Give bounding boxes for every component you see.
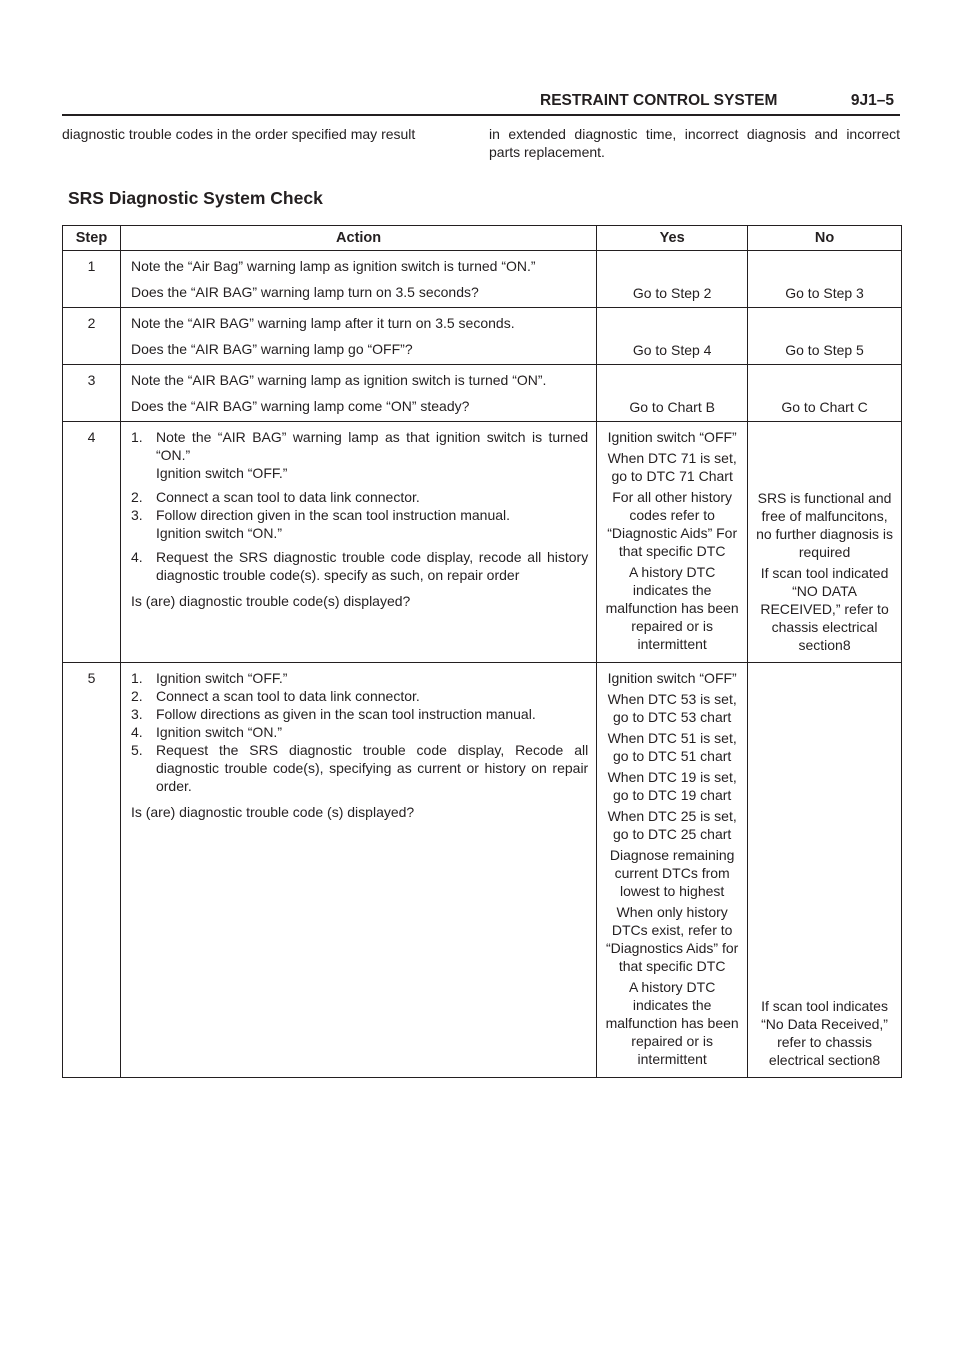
item-number: 3.: [130, 706, 143, 722]
yes-note: When DTC 25 is set, go to DTC 25 chart: [607, 808, 737, 842]
step-number: 2: [63, 308, 121, 365]
action-item: [131, 687, 588, 705]
item-number: 2.: [130, 489, 143, 505]
yes-cell: [597, 663, 748, 1078]
action-cell: [120, 663, 596, 1078]
no-cell: [748, 663, 902, 1078]
item-number: 1.: [130, 429, 143, 445]
no-note: If scan tool indicates “No Data Received,” refer to chassis electrical section8: [761, 998, 888, 1068]
action-text: Note the “AIR BAG” warning lamp after it turn on 3.5 seconds.: [130, 315, 515, 331]
yes-note: Diagnose remaining current DTCs from lowest to highest: [609, 847, 735, 899]
action-item: [131, 705, 588, 723]
action-item: [131, 428, 588, 482]
section-title: RESTRAINT CONTROL SYSTEM: [540, 92, 778, 109]
table-row: [63, 308, 902, 365]
item-text: Ignition switch “OFF.”: [155, 670, 288, 686]
no-cell: Go to Chart C: [748, 365, 902, 422]
yes-cell: Go to Step 2: [597, 251, 748, 308]
yes-note: For all other history codes refer to “Diagnostic Aids” For that specific DTC: [607, 489, 738, 559]
item-text: Request the SRS diagnostic trouble code display, Recode all diagnostic trouble code(s), specifying as current or history on repair order.: [155, 742, 589, 794]
column-header-action: Action: [120, 226, 596, 251]
action-question: Does the “AIR BAG” warning lamp go “OFF”?: [130, 341, 413, 357]
header-rule: [62, 114, 900, 116]
item-number: 1.: [130, 670, 143, 686]
action-question: Does the “AIR BAG” warning lamp come “ON” steady?: [130, 398, 470, 414]
action-item: [131, 488, 588, 506]
action-item: [131, 548, 588, 584]
yes-note: When DTC 53 is set, go to DTC 53 chart: [607, 691, 737, 725]
table-row: [63, 365, 902, 422]
table-row: [63, 251, 902, 308]
item-text: Request the SRS diagnostic trouble code display, recode all history diagnostic trouble code(s). specify as such, on repair order: [155, 549, 589, 583]
yes-note: When DTC 51 is set, go to DTC 51 chart: [607, 730, 737, 764]
step-number: 5: [63, 663, 121, 1078]
item-subtext: Ignition switch “ON.”: [155, 525, 282, 541]
yes-note: Ignition switch “OFF”: [607, 670, 737, 686]
yes-note: When DTC 71 is set, go to DTC 71 Chart: [607, 450, 737, 484]
column-header-yes: Yes: [597, 226, 748, 251]
action-cell: [120, 308, 596, 365]
action-cell: [120, 251, 596, 308]
step-number: 1: [63, 251, 121, 308]
item-text: Connect a scan tool to data link connector.: [155, 688, 420, 704]
action-text: Note the “Air Bag” warning lamp as ignition switch is turned “ON.”: [130, 258, 536, 274]
action-item: [131, 741, 588, 795]
no-note: SRS is functional and free of malfuncitons, no further diagnosis is required: [756, 490, 894, 560]
action-item: [131, 669, 588, 687]
diagnostic-table: [62, 225, 902, 1078]
yes-note: A history DTC indicates the malfunction has been repaired or is intermittent: [605, 979, 739, 1067]
item-text: Follow directions as given in the scan tool instruction manual.: [155, 706, 536, 722]
yes-cell: Go to Chart B: [597, 365, 748, 422]
no-cell: Go to Step 5: [748, 308, 902, 365]
action-cell: [120, 365, 596, 422]
intro-text-right: in extended diagnostic time, incorrect diagnosis and incorrect parts replacement.: [489, 126, 900, 160]
yes-note: When DTC 19 is set, go to DTC 19 chart: [607, 769, 737, 803]
item-number: 3.: [130, 507, 143, 523]
action-item: [131, 723, 588, 741]
action-text: Note the “AIR BAG” warning lamp as ignition switch is turned “ON”.: [130, 372, 547, 388]
yes-note: When only history DTCs exist, refer to “Diagnostics Aids” for that specific DTC: [606, 904, 739, 974]
item-text: Follow direction given in the scan tool instruction manual.: [155, 507, 511, 523]
item-number: 5.: [130, 742, 143, 758]
table-row: [63, 663, 902, 1078]
no-cell: [748, 422, 902, 663]
step-number: 3: [63, 365, 121, 422]
item-number: 4.: [130, 724, 143, 740]
action-cell: [120, 422, 596, 663]
item-subtext: Ignition switch “OFF.”: [155, 465, 288, 481]
table-header-row: [63, 226, 902, 251]
item-text: Note the “AIR BAG” warning lamp as that ignition switch is turned “ON.”: [155, 429, 589, 463]
no-note: If scan tool indicated “NO DATA RECEIVED,” refer to chassis electrical section8: [760, 565, 889, 653]
column-header-step: Step: [63, 226, 121, 251]
intro-text-left: diagnostic trouble codes in the order specified may result: [62, 126, 416, 142]
yes-note: A history DTC indicates the malfunction has been repaired or is intermittent: [605, 564, 739, 652]
item-text: Ignition switch “ON.”: [155, 724, 282, 740]
action-question: Is (are) diagnostic trouble code (s) displayed?: [130, 804, 415, 820]
section-heading: SRS Diagnostic System Check: [68, 188, 323, 208]
table-row: [63, 422, 902, 663]
item-text: Connect a scan tool to data link connector.: [155, 489, 420, 505]
yes-note: Ignition switch “OFF”: [607, 429, 737, 445]
step-number: 4: [63, 422, 121, 663]
yes-cell: Go to Step 4: [597, 308, 748, 365]
action-item: [131, 506, 588, 542]
item-number: 2.: [130, 688, 143, 704]
column-header-no: No: [748, 226, 902, 251]
yes-cell: [597, 422, 748, 663]
page-number: 9J1–5: [850, 92, 894, 109]
action-question: Is (are) diagnostic trouble code(s) displayed?: [130, 593, 411, 609]
action-question: Does the “AIR BAG” warning lamp turn on 3.5 seconds?: [130, 284, 479, 300]
item-number: 4.: [130, 549, 143, 565]
no-cell: Go to Step 3: [748, 251, 902, 308]
